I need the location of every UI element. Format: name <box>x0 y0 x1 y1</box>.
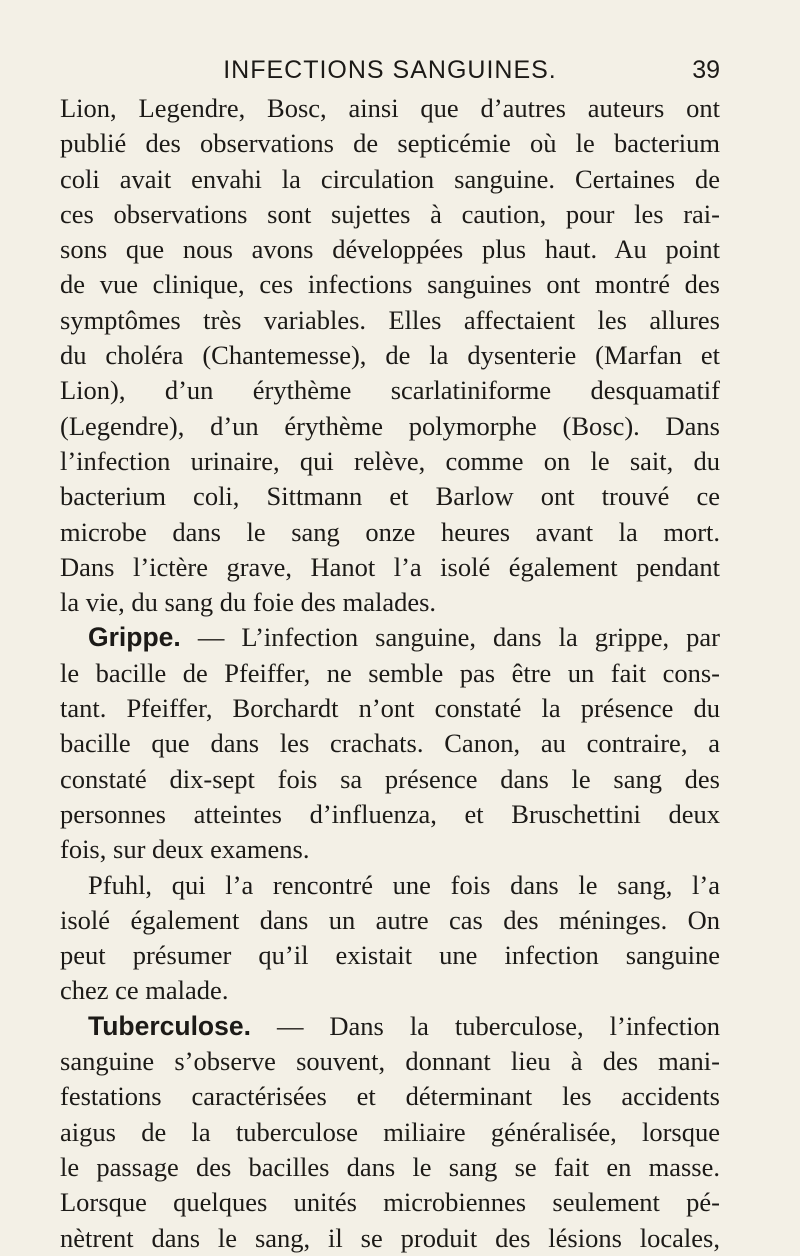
text-line: de vue clinique, ces infections sanguines ont montré des <box>60 269 720 300</box>
text-line: personnes atteintes d’influenza, et Bruschettini deux <box>60 798 720 829</box>
text-line: Lion, Legendre, Bosc, ainsi que d’autres auteurs ont <box>60 93 720 123</box>
text-line: le bacille de Pfeiffer, ne semble pas être un fait cons- <box>60 657 720 688</box>
text-line: coli avait envahi la circulation sanguine. Certaines de <box>60 163 720 194</box>
running-header <box>60 56 720 96</box>
text-line: peut présumer qu’il existait une infection sanguine <box>60 940 720 971</box>
paragraph <box>60 91 720 620</box>
text-line: isolé également dans un autre cas des méninges. On <box>60 904 720 935</box>
text-line: publié des observations de septicémie où le bacterium <box>60 128 720 159</box>
text-fragment: — L’infection sanguine, dans la grippe, par <box>197 622 721 653</box>
text-line: nètrent dans le sang, il se produit des lésions locales, <box>60 1222 720 1253</box>
paragraph-grippe <box>60 620 720 867</box>
section-heading-grippe: Grippe. <box>88 622 181 653</box>
text-line <box>60 1009 720 1044</box>
text-line: ces observations sont sujettes à caution, pour les rai- <box>60 198 720 229</box>
text-line: le passage des bacilles dans le sang se fait en masse. <box>60 1151 720 1182</box>
paragraph <box>60 868 720 1009</box>
text-line: chez ce malade. <box>60 975 229 1006</box>
text-fragment: — Dans la tuberculose, l’infection <box>276 1010 721 1041</box>
page-number: 39 <box>692 56 720 84</box>
paragraph-tuberculose <box>60 1009 720 1256</box>
running-title: INFECTIONS SANGUINES. <box>223 56 557 84</box>
text-line: bacille que dans les crachats. Canon, au contraire, a <box>60 728 720 759</box>
text-line: tant. Pfeiffer, Borchardt n’ont constaté la présence du <box>60 693 720 724</box>
text-line: Lion), d’un érythème scarlatiniforme desquamatif <box>60 375 720 406</box>
text-line: la vie, du sang du foie des malades. <box>60 587 437 618</box>
section-heading-tuberculose: Tuberculose. <box>88 1010 251 1041</box>
text-line: fois, sur deux examens. <box>60 834 310 865</box>
text-line: (Legendre), d’un érythème polymorphe (Bosc). Dans <box>60 410 720 441</box>
text-line: l’infection urinaire, qui relève, comme on le sait, du <box>60 445 720 476</box>
text-line: symptômes très variables. Elles affectaient les allures <box>60 304 720 335</box>
text-line <box>60 620 720 655</box>
text-line: sons que nous avons développées plus haut. Au point <box>60 234 720 265</box>
text-line: Lorsque quelques unités microbiennes seulement pé- <box>60 1187 720 1218</box>
text-line: Dans l’ictère grave, Hanot l’a isolé également pendant <box>60 551 720 582</box>
text-line: Pfuhl, qui l’a rencontré une fois dans le sang, l’a <box>88 869 720 900</box>
text-line: constaté dix-sept fois sa présence dans le sang des <box>60 763 720 794</box>
text-line: festations caractérisées et déterminant les accidents <box>60 1081 720 1112</box>
text-line: microbe dans le sang onze heures avant la mort. <box>60 516 720 547</box>
text-line: bacterium coli, Sittmann et Barlow ont trouvé ce <box>60 481 720 512</box>
body-text <box>60 91 720 1256</box>
text-line: sanguine s’observe souvent, donnant lieu à des mani- <box>60 1046 720 1077</box>
text-line: aigus de la tuberculose miliaire généralisée, lorsque <box>60 1116 720 1147</box>
text-line: du choléra (Chantemesse), de la dysenterie (Marfan et <box>60 340 720 371</box>
